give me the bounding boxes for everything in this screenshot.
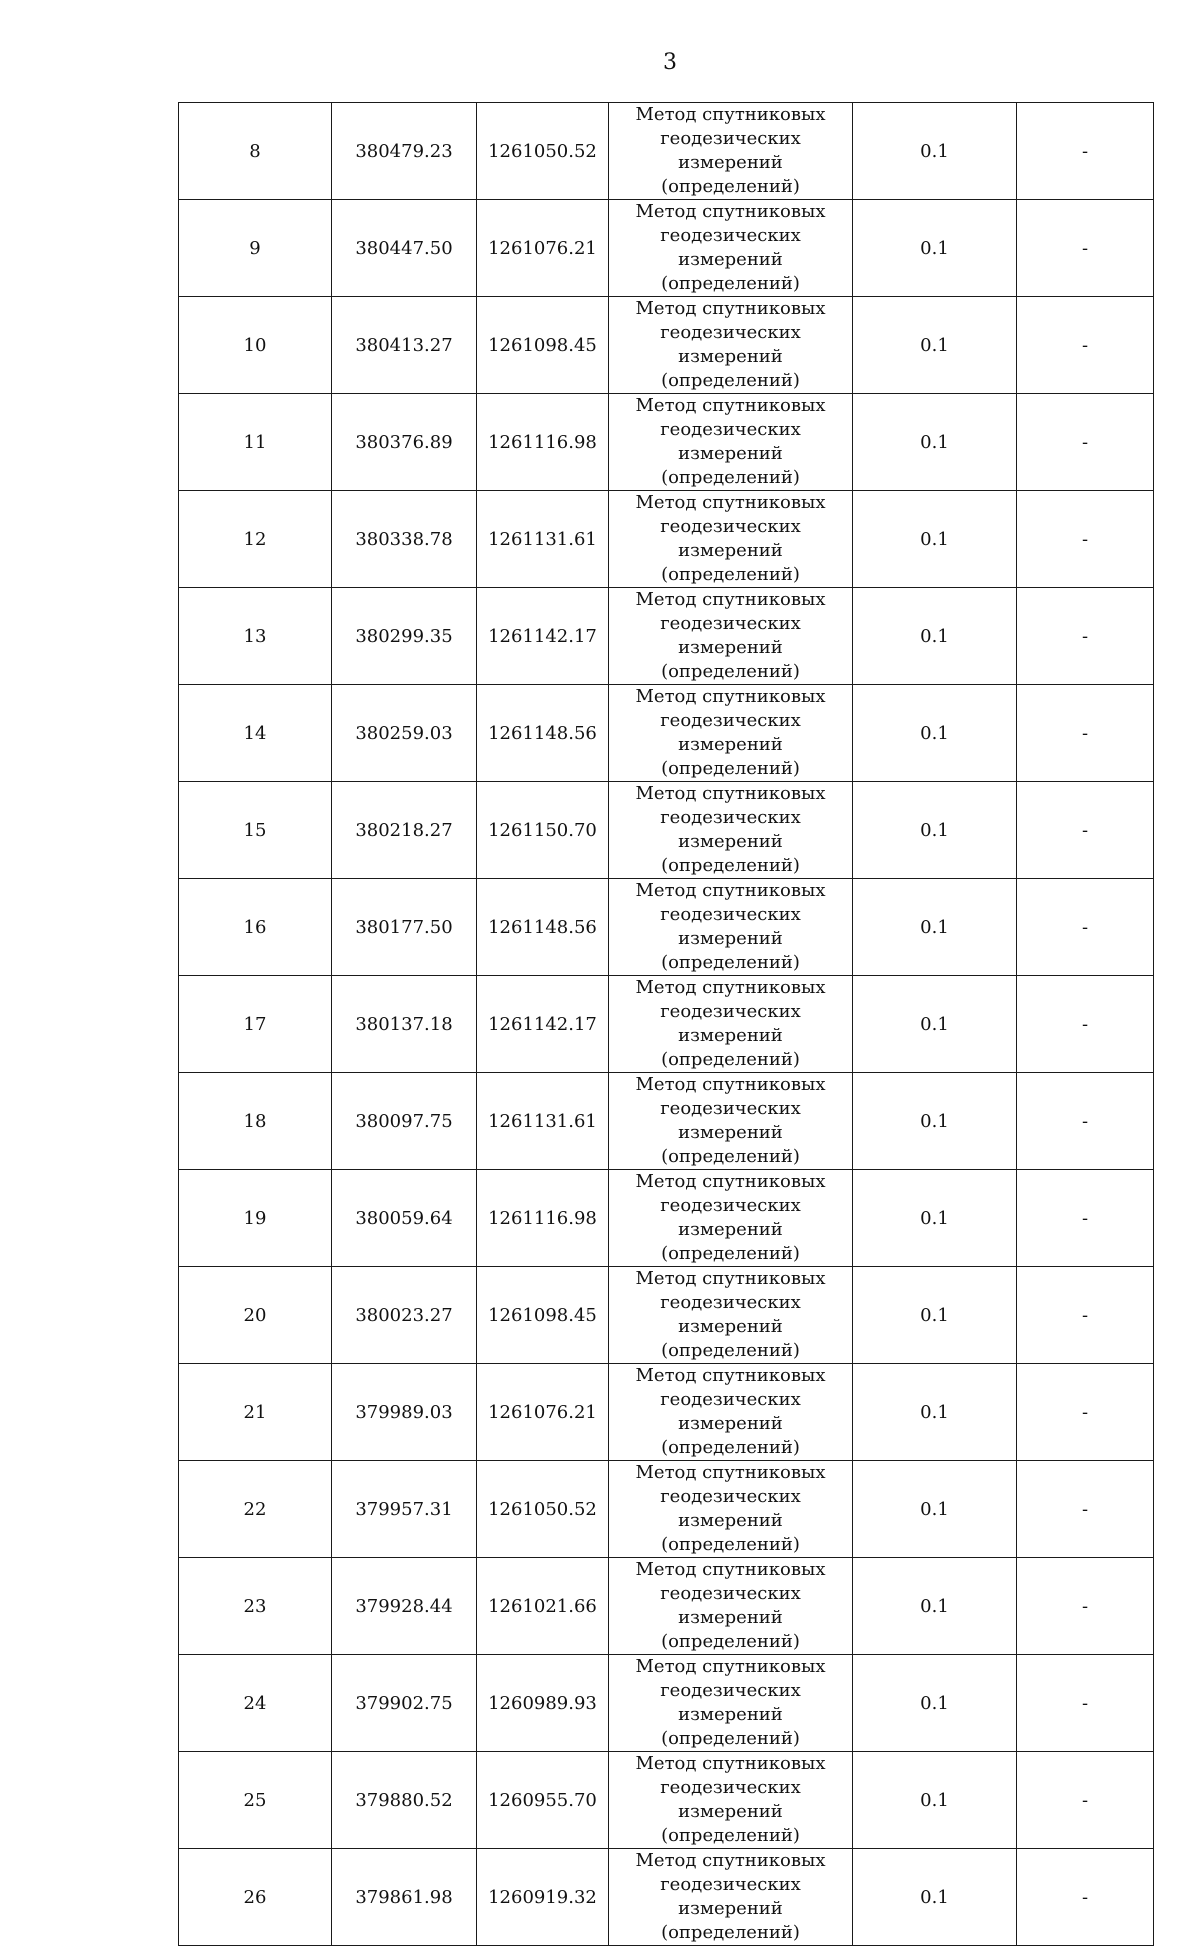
method-line-3: (определений) [661, 564, 800, 585]
method-cell [609, 1655, 853, 1752]
x-coordinate-cell: 380097.75 [332, 1073, 477, 1170]
accuracy-cell: 0.1 [853, 1461, 1017, 1558]
coordinates-table-body [179, 103, 1154, 1946]
y-coordinate-cell: 1261131.61 [477, 491, 609, 588]
method-cell [609, 491, 853, 588]
method-line-3: (определений) [661, 758, 800, 779]
y-coordinate-cell: 1261098.45 [477, 297, 609, 394]
table-row [179, 1752, 1154, 1849]
y-coordinate-cell: 1261142.17 [477, 588, 609, 685]
method-line-3: (определений) [661, 1243, 800, 1264]
accuracy-cell: 0.1 [853, 1170, 1017, 1267]
point-number-cell: 9 [179, 200, 332, 297]
y-coordinate-cell: 1261050.52 [477, 103, 609, 200]
table-row [179, 1267, 1154, 1364]
method-cell [609, 588, 853, 685]
method-line-2: геодезических измерений [660, 419, 801, 464]
x-coordinate-cell: 380338.78 [332, 491, 477, 588]
method-line-2: геодезических измерений [660, 1680, 801, 1725]
note-cell: - [1017, 1849, 1154, 1946]
note-cell: - [1017, 200, 1154, 297]
point-number-cell: 20 [179, 1267, 332, 1364]
table-row [179, 1073, 1154, 1170]
x-coordinate-cell: 380479.23 [332, 103, 477, 200]
method-cell [609, 1073, 853, 1170]
method-line-1: Метод спутниковых [635, 298, 826, 319]
x-coordinate-cell: 380259.03 [332, 685, 477, 782]
method-line-3: (определений) [661, 1631, 800, 1652]
table-row [179, 1461, 1154, 1558]
method-cell [609, 1170, 853, 1267]
accuracy-cell: 0.1 [853, 297, 1017, 394]
method-line-1: Метод спутниковых [635, 201, 826, 222]
page-number: 3 [663, 50, 677, 75]
accuracy-cell: 0.1 [853, 394, 1017, 491]
x-coordinate-cell: 380177.50 [332, 879, 477, 976]
y-coordinate-cell: 1261050.52 [477, 1461, 609, 1558]
note-cell: - [1017, 782, 1154, 879]
y-coordinate-cell: 1260919.32 [477, 1849, 609, 1946]
method-cell [609, 685, 853, 782]
coordinates-table [178, 102, 1154, 1946]
accuracy-cell: 0.1 [853, 1267, 1017, 1364]
note-cell: - [1017, 297, 1154, 394]
point-number-cell: 8 [179, 103, 332, 200]
point-number-cell: 11 [179, 394, 332, 491]
x-coordinate-cell: 379880.52 [332, 1752, 477, 1849]
method-cell [609, 1364, 853, 1461]
method-line-3: (определений) [661, 1049, 800, 1070]
method-line-1: Метод спутниковых [635, 1753, 826, 1774]
method-line-1: Метод спутниковых [635, 492, 826, 513]
note-cell: - [1017, 588, 1154, 685]
y-coordinate-cell: 1261142.17 [477, 976, 609, 1073]
method-line-2: геодезических измерений [660, 904, 801, 949]
method-line-3: (определений) [661, 1922, 800, 1943]
method-line-1: Метод спутниковых [635, 977, 826, 998]
table-row [179, 685, 1154, 782]
method-cell [609, 1461, 853, 1558]
x-coordinate-cell: 379989.03 [332, 1364, 477, 1461]
method-line-2: геодезических измерений [660, 613, 801, 658]
note-cell: - [1017, 394, 1154, 491]
method-line-1: Метод спутниковых [635, 1074, 826, 1095]
accuracy-cell: 0.1 [853, 1849, 1017, 1946]
point-number-cell: 24 [179, 1655, 332, 1752]
method-line-1: Метод спутниковых [635, 589, 826, 610]
method-line-2: геодезических измерений [660, 1001, 801, 1046]
table-row [179, 491, 1154, 588]
method-line-2: геодезических измерений [660, 710, 801, 755]
point-number-cell: 16 [179, 879, 332, 976]
table-row [179, 1558, 1154, 1655]
y-coordinate-cell: 1261021.66 [477, 1558, 609, 1655]
method-line-2: геодезических измерений [660, 1486, 801, 1531]
note-cell: - [1017, 1461, 1154, 1558]
table-row [179, 782, 1154, 879]
y-coordinate-cell: 1261131.61 [477, 1073, 609, 1170]
table-row [179, 394, 1154, 491]
accuracy-cell: 0.1 [853, 491, 1017, 588]
x-coordinate-cell: 379957.31 [332, 1461, 477, 1558]
y-coordinate-cell: 1261098.45 [477, 1267, 609, 1364]
method-line-1: Метод спутниковых [635, 1365, 826, 1386]
x-coordinate-cell: 380218.27 [332, 782, 477, 879]
method-line-1: Метод спутниковых [635, 880, 826, 901]
accuracy-cell: 0.1 [853, 200, 1017, 297]
method-line-1: Метод спутниковых [635, 1850, 826, 1871]
table-row [179, 1170, 1154, 1267]
accuracy-cell: 0.1 [853, 976, 1017, 1073]
y-coordinate-cell: 1261076.21 [477, 1364, 609, 1461]
accuracy-cell: 0.1 [853, 685, 1017, 782]
x-coordinate-cell: 380023.27 [332, 1267, 477, 1364]
point-number-cell: 25 [179, 1752, 332, 1849]
accuracy-cell: 0.1 [853, 879, 1017, 976]
accuracy-cell: 0.1 [853, 588, 1017, 685]
accuracy-cell: 0.1 [853, 103, 1017, 200]
method-line-2: геодезических измерений [660, 128, 801, 173]
method-line-3: (определений) [661, 1340, 800, 1361]
method-line-3: (определений) [661, 1146, 800, 1167]
y-coordinate-cell: 1261150.70 [477, 782, 609, 879]
point-number-cell: 21 [179, 1364, 332, 1461]
point-number-cell: 17 [179, 976, 332, 1073]
point-number-cell: 19 [179, 1170, 332, 1267]
method-cell [609, 297, 853, 394]
point-number-cell: 23 [179, 1558, 332, 1655]
method-cell [609, 1849, 853, 1946]
method-cell [609, 200, 853, 297]
note-cell: - [1017, 1170, 1154, 1267]
x-coordinate-cell: 380059.64 [332, 1170, 477, 1267]
x-coordinate-cell: 380299.35 [332, 588, 477, 685]
method-line-1: Метод спутниковых [635, 686, 826, 707]
method-line-2: геодезических измерений [660, 1098, 801, 1143]
accuracy-cell: 0.1 [853, 1364, 1017, 1461]
note-cell: - [1017, 976, 1154, 1073]
method-cell [609, 782, 853, 879]
table-row [179, 588, 1154, 685]
y-coordinate-cell: 1261116.98 [477, 394, 609, 491]
point-number-cell: 13 [179, 588, 332, 685]
point-number-cell: 14 [179, 685, 332, 782]
method-line-3: (определений) [661, 952, 800, 973]
y-coordinate-cell: 1260989.93 [477, 1655, 609, 1752]
method-line-1: Метод спутниковых [635, 1462, 826, 1483]
table-row [179, 976, 1154, 1073]
note-cell: - [1017, 685, 1154, 782]
method-cell [609, 394, 853, 491]
point-number-cell: 10 [179, 297, 332, 394]
method-line-1: Метод спутниковых [635, 395, 826, 416]
method-cell [609, 976, 853, 1073]
x-coordinate-cell: 380447.50 [332, 200, 477, 297]
method-cell [609, 103, 853, 200]
method-cell [609, 1558, 853, 1655]
method-line-2: геодезических измерений [660, 1583, 801, 1628]
note-cell: - [1017, 1073, 1154, 1170]
note-cell: - [1017, 1364, 1154, 1461]
method-line-3: (определений) [661, 176, 800, 197]
method-line-2: геодезических измерений [660, 1195, 801, 1240]
table-row [179, 103, 1154, 200]
method-line-1: Метод спутниковых [635, 783, 826, 804]
table-row [179, 879, 1154, 976]
method-line-2: геодезических измерений [660, 1292, 801, 1337]
x-coordinate-cell: 380376.89 [332, 394, 477, 491]
y-coordinate-cell: 1261076.21 [477, 200, 609, 297]
accuracy-cell: 0.1 [853, 1073, 1017, 1170]
point-number-cell: 15 [179, 782, 332, 879]
method-line-1: Метод спутниковых [635, 1656, 826, 1677]
accuracy-cell: 0.1 [853, 1752, 1017, 1849]
method-line-3: (определений) [661, 273, 800, 294]
point-number-cell: 22 [179, 1461, 332, 1558]
note-cell: - [1017, 879, 1154, 976]
note-cell: - [1017, 491, 1154, 588]
y-coordinate-cell: 1261148.56 [477, 685, 609, 782]
method-line-2: геодезических измерений [660, 225, 801, 270]
method-cell [609, 1267, 853, 1364]
method-line-2: геодезических измерений [660, 1389, 801, 1434]
method-line-1: Метод спутниковых [635, 1268, 826, 1289]
method-line-3: (определений) [661, 1534, 800, 1555]
x-coordinate-cell: 379861.98 [332, 1849, 477, 1946]
method-line-2: геодезических измерений [660, 322, 801, 367]
note-cell: - [1017, 1752, 1154, 1849]
note-cell: - [1017, 103, 1154, 200]
method-line-1: Метод спутниковых [635, 1171, 826, 1192]
method-line-3: (определений) [661, 661, 800, 682]
y-coordinate-cell: 1261148.56 [477, 879, 609, 976]
note-cell: - [1017, 1267, 1154, 1364]
method-line-1: Метод спутниковых [635, 104, 826, 125]
accuracy-cell: 0.1 [853, 1558, 1017, 1655]
point-number-cell: 26 [179, 1849, 332, 1946]
note-cell: - [1017, 1655, 1154, 1752]
method-line-3: (определений) [661, 1825, 800, 1846]
note-cell: - [1017, 1558, 1154, 1655]
method-line-3: (определений) [661, 1437, 800, 1458]
table-row [179, 297, 1154, 394]
method-line-3: (определений) [661, 370, 800, 391]
table-row [179, 1655, 1154, 1752]
x-coordinate-cell: 379902.75 [332, 1655, 477, 1752]
method-line-3: (определений) [661, 1728, 800, 1749]
point-number-cell: 18 [179, 1073, 332, 1170]
method-cell [609, 1752, 853, 1849]
y-coordinate-cell: 1261116.98 [477, 1170, 609, 1267]
accuracy-cell: 0.1 [853, 1655, 1017, 1752]
method-line-3: (определений) [661, 855, 800, 876]
table-row [179, 1364, 1154, 1461]
method-cell [609, 879, 853, 976]
x-coordinate-cell: 380413.27 [332, 297, 477, 394]
accuracy-cell: 0.1 [853, 782, 1017, 879]
y-coordinate-cell: 1260955.70 [477, 1752, 609, 1849]
x-coordinate-cell: 380137.18 [332, 976, 477, 1073]
table-row [179, 1849, 1154, 1946]
method-line-2: геодезических измерений [660, 807, 801, 852]
method-line-2: геодезических измерений [660, 516, 801, 561]
table-row [179, 200, 1154, 297]
method-line-1: Метод спутниковых [635, 1559, 826, 1580]
method-line-2: геодезических измерений [660, 1874, 801, 1919]
point-number-cell: 12 [179, 491, 332, 588]
method-line-3: (определений) [661, 467, 800, 488]
method-line-2: геодезических измерений [660, 1777, 801, 1822]
x-coordinate-cell: 379928.44 [332, 1558, 477, 1655]
